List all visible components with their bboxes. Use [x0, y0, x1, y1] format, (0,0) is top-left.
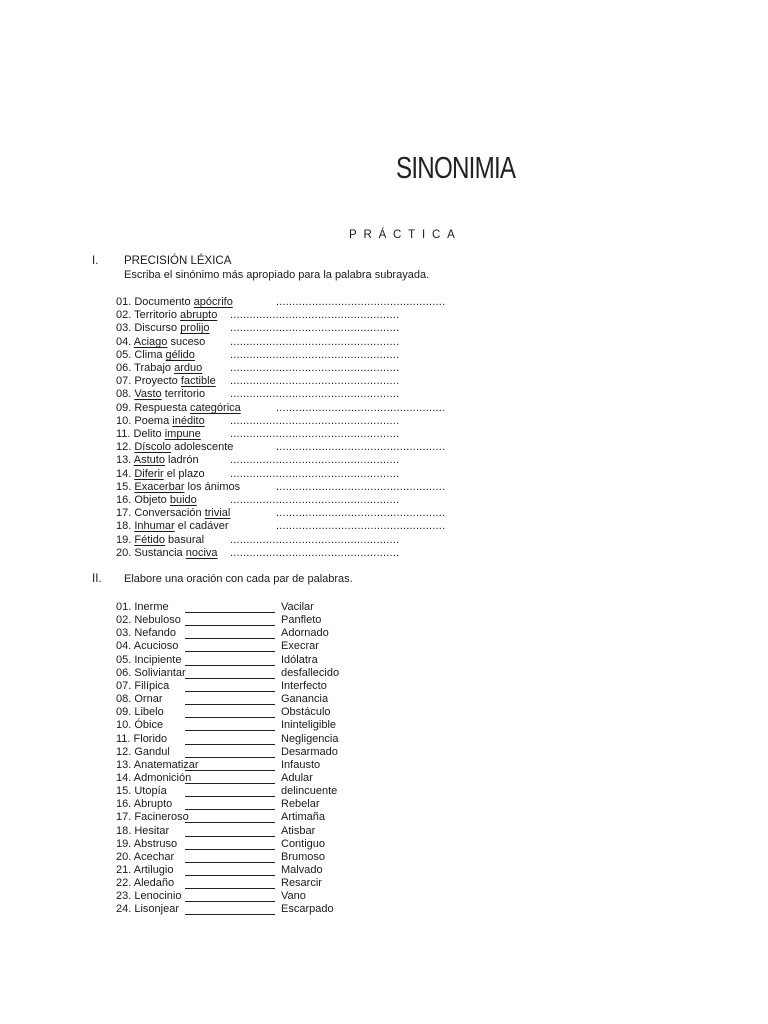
answer-dotted-line	[230, 349, 399, 362]
underlined-word: Exacerbar	[134, 481, 185, 493]
item-number: 16.	[116, 494, 135, 506]
exercise-2-item	[116, 719, 163, 732]
second-word: Vano	[281, 890, 306, 902]
exercise-2-item	[116, 838, 177, 851]
exercise-1-item	[116, 428, 201, 441]
exercise-1-item	[116, 388, 205, 401]
item-number: 07.	[116, 680, 135, 692]
second-word: Malvado	[281, 864, 323, 876]
underlined-word: trivial	[204, 507, 231, 519]
exercise-2-item	[116, 811, 189, 824]
first-word: Nefando	[134, 627, 176, 639]
second-word: Ininteligible	[281, 719, 337, 731]
answer-dotted-line	[230, 322, 399, 335]
answer-dotted-line	[230, 415, 399, 428]
underlined-word: Díscolo	[134, 441, 172, 453]
first-word: Abstruso	[133, 838, 178, 850]
item-number: 03.	[116, 322, 135, 334]
second-word: Interfecto	[281, 680, 327, 692]
exercise-2-item	[116, 693, 162, 706]
exercise-2-item	[116, 772, 191, 785]
answer-dotted-line	[230, 534, 399, 547]
exercise-2-item	[116, 614, 181, 627]
exercise-2-item	[116, 798, 172, 811]
sentence-blank-line	[185, 706, 275, 718]
underlined-word: impune	[164, 428, 201, 440]
exercise-2-item	[116, 903, 179, 916]
item-context-before: Clima	[134, 349, 166, 361]
answer-dotted-line	[230, 388, 399, 401]
item-number: 13.	[116, 759, 134, 771]
item-context-before: Sustancia	[134, 547, 186, 559]
exercise-1-item	[116, 494, 197, 507]
exercise-2-item	[116, 864, 174, 877]
answer-dotted-line	[276, 296, 445, 309]
item-number: 07.	[116, 375, 135, 387]
second-word: Panfleto	[281, 614, 322, 626]
second-word: Artimaña	[281, 811, 326, 823]
page-subtitle: PRÁCTICA	[349, 229, 462, 241]
item-number: 10.	[116, 415, 135, 427]
section-2-instruction: Elabore una oración con cada par de palabras.	[124, 573, 353, 585]
item-number: 06.	[116, 667, 135, 679]
exercise-2-item	[116, 667, 186, 680]
item-number: 19.	[116, 534, 135, 546]
first-word: Incipiente	[134, 654, 182, 666]
exercise-1-item	[116, 481, 240, 494]
answer-dotted-line	[230, 547, 399, 560]
underlined-word: gélido	[165, 349, 195, 361]
item-context-before: Conversación	[134, 507, 205, 519]
exercise-1-item	[116, 441, 233, 454]
item-number: 16.	[116, 798, 134, 810]
sentence-blank-line	[185, 811, 275, 823]
first-word: Abrupto	[133, 798, 173, 810]
sentence-blank-line	[185, 877, 275, 889]
item-number: 17.	[116, 507, 135, 519]
item-number: 12.	[116, 746, 135, 758]
exercise-2-item	[116, 785, 167, 798]
item-number: 24.	[116, 903, 135, 915]
item-number: 15.	[116, 785, 135, 797]
exercise-2-item	[116, 627, 176, 640]
exercise-1-item	[116, 322, 210, 335]
item-context-after: los ánimos	[184, 481, 241, 493]
second-word: Ganancia	[281, 693, 329, 705]
item-number: 19.	[116, 838, 134, 850]
item-context-after: suceso	[167, 336, 206, 348]
first-word: Florido	[133, 733, 168, 745]
underlined-word: inédito	[172, 415, 205, 427]
item-number: 01.	[116, 601, 135, 613]
underlined-word: buido	[169, 494, 197, 506]
item-number: 22.	[116, 877, 134, 889]
first-word: Soliviantar	[134, 667, 186, 679]
sentence-blank-line	[185, 680, 275, 692]
sentence-blank-line	[185, 733, 275, 745]
sentence-blank-line	[185, 864, 275, 876]
exercise-2-item	[116, 746, 170, 759]
second-word: Resarcir	[281, 877, 322, 889]
second-word: Adular	[281, 772, 313, 784]
first-word: Acucioso	[133, 640, 179, 652]
section-1-heading: PRECISIÓN LÉXICA	[124, 255, 232, 267]
item-number: 12.	[116, 441, 135, 453]
sentence-blank-line	[185, 654, 275, 666]
second-word: Obstáculo	[281, 706, 331, 718]
item-context-before: Documento	[134, 296, 194, 308]
first-word: Utopía	[134, 785, 167, 797]
underlined-word: prolijo	[180, 322, 210, 334]
item-context-after: ladrón	[164, 454, 199, 466]
exercise-1-item	[116, 468, 205, 481]
underlined-word: abrupto	[180, 309, 218, 321]
underlined-word: Aciago	[133, 336, 168, 348]
underlined-word: apócrifo	[193, 296, 233, 308]
second-word: Desarmado	[281, 746, 338, 758]
second-word: Adornado	[281, 627, 329, 639]
item-number: 14.	[116, 772, 134, 784]
answer-dotted-line	[230, 454, 399, 467]
exercise-1-item	[116, 415, 205, 428]
item-number: 01.	[116, 296, 135, 308]
first-word: Gandul	[134, 746, 170, 758]
exercise-2-item	[116, 825, 169, 838]
sentence-blank-line	[185, 772, 275, 784]
sentence-blank-line	[185, 627, 275, 639]
sentence-blank-line	[185, 667, 275, 679]
item-context-before: Proyecto	[134, 375, 181, 387]
answer-dotted-line	[276, 520, 445, 533]
item-number: 08.	[116, 693, 135, 705]
underlined-word: arduo	[174, 362, 203, 374]
item-number: 02.	[116, 614, 135, 626]
exercise-1-item	[116, 507, 230, 520]
exercise-2-item	[116, 733, 167, 746]
answer-dotted-line	[276, 481, 445, 494]
item-number: 11.	[116, 733, 134, 745]
item-number: 14.	[116, 468, 135, 480]
first-word: Aledaño	[133, 877, 175, 889]
underlined-word: Inhumar	[134, 520, 175, 532]
exercise-1-item	[116, 296, 233, 309]
item-context-before: Objeto	[134, 494, 170, 506]
item-context-after: el plazo	[163, 468, 205, 480]
first-word: Hesitar	[134, 825, 170, 837]
underlined-word: nociva	[185, 547, 218, 559]
item-number: 18.	[116, 825, 135, 837]
first-word: Óbice	[134, 719, 164, 731]
item-number: 15.	[116, 481, 135, 493]
exercise-1-item	[116, 547, 218, 560]
exercise-1-item	[116, 349, 195, 362]
exercise-2-item	[116, 640, 178, 653]
sentence-blank-line	[185, 759, 275, 771]
first-word: Lisonjear	[134, 903, 179, 915]
exercise-1-item	[116, 375, 216, 388]
answer-dotted-line	[276, 507, 445, 520]
item-context-before: Territorio	[134, 309, 180, 321]
exercise-2-item	[116, 851, 174, 864]
underlined-word: Vasto	[134, 388, 162, 400]
sentence-blank-line	[185, 798, 275, 810]
sentence-blank-line	[185, 614, 275, 626]
answer-dotted-line	[276, 402, 445, 415]
item-number: 04.	[116, 336, 134, 348]
item-number: 17.	[116, 811, 135, 823]
item-number: 09.	[116, 706, 135, 718]
exercise-2-item	[116, 706, 164, 719]
item-number: 13.	[116, 454, 134, 466]
answer-dotted-line	[230, 362, 399, 375]
answer-dotted-line	[276, 441, 445, 454]
item-number: 11.	[116, 428, 134, 440]
underlined-word: categórica	[190, 402, 241, 414]
exercise-2-item	[116, 680, 169, 693]
item-number: 05.	[116, 349, 135, 361]
underlined-word: Fétido	[134, 534, 165, 546]
exercise-1-item	[116, 520, 229, 533]
item-number: 05.	[116, 654, 135, 666]
sentence-blank-line	[185, 851, 275, 863]
item-number: 04.	[116, 640, 134, 652]
page-title: SINONIMIA	[396, 150, 516, 185]
second-word: Idólatra	[281, 654, 318, 666]
underlined-word: factible	[180, 375, 216, 387]
item-number: 09.	[116, 402, 135, 414]
first-word: Libelo	[134, 706, 164, 718]
item-number: 03.	[116, 627, 135, 639]
first-word: Lenocinio	[134, 890, 182, 902]
answer-dotted-line	[230, 375, 399, 388]
item-context-after: territorio	[161, 388, 206, 400]
answer-dotted-line	[230, 428, 399, 441]
answer-dotted-line	[230, 309, 399, 322]
item-number: 21.	[116, 864, 134, 876]
second-word: Contiguo	[281, 838, 326, 850]
answer-dotted-line	[230, 336, 399, 349]
exercise-2-item	[116, 654, 181, 667]
underlined-word: Astuto	[133, 454, 165, 466]
second-word: desfallecido	[281, 667, 340, 679]
item-number: 02.	[116, 309, 135, 321]
sentence-blank-line	[185, 825, 275, 837]
first-word: Admonición	[133, 772, 192, 784]
first-word: Acechar	[133, 851, 175, 863]
item-number: 20.	[116, 547, 135, 559]
sentence-blank-line	[185, 693, 275, 705]
second-word: Atisbar	[281, 825, 316, 837]
first-word: Nebuloso	[134, 614, 181, 626]
sentence-blank-line	[185, 746, 275, 758]
item-number: 18.	[116, 520, 135, 532]
first-word: Facineroso	[134, 811, 189, 823]
sentence-blank-line	[185, 785, 275, 797]
second-word: Brumoso	[281, 851, 326, 863]
first-word: Inerme	[134, 601, 169, 613]
first-word: Artilugio	[133, 864, 174, 876]
item-context-after: basural	[164, 534, 205, 546]
item-number: 06.	[116, 362, 135, 374]
section-1-instruction: Escriba el sinónimo más apropiado para la palabra subrayada.	[124, 269, 430, 281]
sentence-blank-line	[185, 601, 275, 613]
exercise-2-item	[116, 601, 169, 614]
item-number: 20.	[116, 851, 134, 863]
exercise-1-item	[116, 402, 241, 415]
second-word: Negligencia	[281, 733, 339, 745]
exercise-1-item	[116, 336, 205, 349]
second-word: delincuente	[281, 785, 338, 797]
item-context-before: Respuesta	[134, 402, 191, 414]
item-context-after: el cadáver	[174, 520, 229, 532]
sentence-blank-line	[185, 719, 275, 731]
sentence-blank-line	[185, 890, 275, 902]
second-word: Rebelar	[281, 798, 320, 810]
second-word: Vacilar	[281, 601, 314, 613]
item-number: 08.	[116, 388, 135, 400]
sentence-blank-line	[185, 640, 275, 652]
exercise-2-item	[116, 890, 181, 903]
exercise-2-item	[116, 877, 174, 890]
exercise-1-item	[116, 362, 202, 375]
section-1-number: I.	[92, 255, 99, 267]
item-context-before: Discurso	[134, 322, 181, 334]
exercise-1-item	[116, 309, 217, 322]
underlined-word: Diferir	[134, 468, 164, 480]
sentence-blank-line	[185, 838, 275, 850]
item-context-after: adolescente	[171, 441, 234, 453]
item-context-before: Trabajo	[134, 362, 175, 374]
answer-dotted-line	[230, 468, 399, 481]
second-word: Escarpado	[281, 903, 334, 915]
section-2-number: II.	[92, 573, 102, 585]
first-word: Ornar	[134, 693, 163, 705]
item-context-before: Delito	[133, 428, 165, 440]
first-word: Filípica	[134, 680, 170, 692]
second-word: Execrar	[281, 640, 319, 652]
exercise-1-item	[116, 454, 199, 467]
item-number: 23.	[116, 890, 135, 902]
second-word: Infausto	[281, 759, 321, 771]
exercise-1-item	[116, 534, 204, 547]
answer-dotted-line	[230, 494, 399, 507]
sentence-blank-line	[185, 903, 275, 915]
item-context-before: Poema	[134, 415, 173, 427]
item-number: 10.	[116, 719, 135, 731]
first-word: Anatematizar	[133, 759, 199, 771]
